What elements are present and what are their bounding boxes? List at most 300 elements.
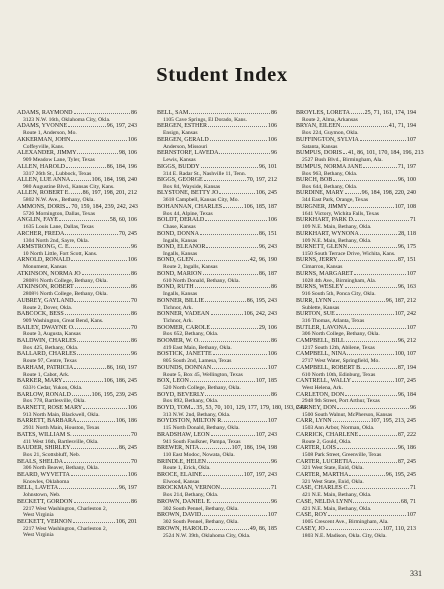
entry-line <box>157 217 277 224</box>
student-name: BOOMER, W. O. <box>157 337 200 344</box>
student-name: CARTER, MARTHA <box>296 471 349 478</box>
student-name: BLYSTONE, BETTY JO <box>157 190 219 197</box>
dot-leader <box>363 365 397 369</box>
student-name: ATKINSON, ROBERT <box>17 284 74 291</box>
student-name: CARTER, LUCRETIA <box>296 458 353 465</box>
page-references: 70 <box>130 324 137 331</box>
student-address: Box 84, Wayside, Kansas <box>163 183 221 190</box>
dot-leader <box>211 311 243 315</box>
entry-line <box>157 204 277 211</box>
entry-line <box>17 418 137 425</box>
index-entry <box>296 123 416 136</box>
dot-leader <box>360 231 397 235</box>
index-entry <box>17 499 137 519</box>
student-address: 5802 N.W. Ave., Bethany, Okla. <box>23 197 95 204</box>
page-references: 107, 108 <box>394 203 416 210</box>
index-entry <box>296 244 416 257</box>
index-entry <box>157 177 277 190</box>
page-references: 87, 194 <box>397 364 416 371</box>
student-address: 421 N.E. Main, Bethany, Okla. <box>302 505 372 512</box>
index-entry <box>17 217 137 230</box>
student-address: 610 North Donald, Bethany, Okla. <box>163 277 240 284</box>
index-entry <box>296 512 416 525</box>
entry-line <box>17 190 137 197</box>
index-entry <box>17 177 137 190</box>
index-entry <box>17 110 137 123</box>
student-name: BALDWIN, CHARLES <box>17 337 77 344</box>
entry-line <box>157 137 277 144</box>
dot-leader <box>337 445 397 449</box>
student-name: ADAMS, YVONNE <box>17 123 68 130</box>
student-name: BOND, MARION <box>157 270 202 277</box>
page-references: 107 <box>406 270 416 277</box>
index-entry <box>17 519 137 539</box>
entry-line <box>296 311 416 318</box>
student-address: Sublette, Kansas <box>302 304 340 311</box>
page-references: 86 <box>270 391 277 398</box>
dot-leader <box>212 365 267 369</box>
student-name: BOYD, TOM <box>157 404 191 411</box>
entry-line <box>296 472 416 479</box>
student-name: BIGGS, BUDDY <box>157 163 200 170</box>
student-address: 10 North Little, Fort Scott, Kans. <box>23 250 98 257</box>
dot-leader <box>345 190 361 194</box>
index-entry <box>17 204 137 217</box>
dot-leader <box>350 485 409 489</box>
index-column-2 <box>157 110 306 539</box>
student-address: 110 East Modoc, Nowata, Okla. <box>163 452 235 459</box>
student-name: BURKHART, WYNONA <box>296 230 359 237</box>
entry-line <box>157 459 277 466</box>
entry-line <box>157 365 277 372</box>
entry-line <box>296 244 416 251</box>
student-address: West Helena, Ark. <box>302 385 343 392</box>
entry-line <box>17 351 137 358</box>
student-name: ARCHER, FREDA <box>17 230 65 237</box>
index-entry <box>17 472 137 485</box>
entry-line <box>17 485 137 492</box>
student-address: 3618 Campbell, Kansas City, Mo. <box>163 197 239 204</box>
student-address: 314 E. Radar St., Nashville 11, Tenn. <box>163 170 247 177</box>
index-entry <box>157 137 277 150</box>
dot-leader <box>211 432 255 436</box>
page-references: 86 <box>130 337 137 344</box>
page-references: 71 <box>409 217 416 224</box>
page-references: 86, 151 <box>258 230 277 237</box>
entry-line <box>17 244 137 251</box>
dot-leader <box>213 499 270 503</box>
index-entry <box>157 351 277 364</box>
dot-leader <box>191 405 195 409</box>
student-address: Tichnor, Ark. <box>163 318 193 324</box>
page-references: 106 <box>127 136 137 143</box>
student-name: BOND, RUTH <box>157 284 194 291</box>
student-address: Route 5, Box 45, Wellington, Texas <box>163 371 243 378</box>
student-address: 2948 9th Street, Port Arthur, Texas <box>302 398 380 405</box>
dot-leader <box>337 405 409 409</box>
index-entry <box>17 378 137 391</box>
index-entry <box>296 365 416 378</box>
dot-leader <box>71 137 127 141</box>
student-name: BAUDER, SHIRLEY <box>17 445 71 452</box>
dot-leader <box>213 351 267 355</box>
page-references: 106 <box>267 217 277 224</box>
index-entry <box>17 137 137 150</box>
student-name: BELL, LAVETA <box>17 485 59 492</box>
page-references: 86, 184, 196 <box>106 163 137 170</box>
entry-line <box>157 164 277 171</box>
page-references: 71 <box>270 485 277 492</box>
student-address: 411 West 16th, Bartlesville, Okla. <box>23 438 99 445</box>
dot-leader <box>203 472 243 476</box>
student-address: Route 2, Gould, Okla. <box>302 438 352 445</box>
page-references: 107, 197, 243 <box>243 471 277 478</box>
dot-leader <box>71 472 127 476</box>
student-name: ALLEN, ROBERT E. <box>17 190 70 197</box>
index-entry <box>296 177 416 190</box>
index-entry <box>157 257 277 270</box>
entry-line <box>296 271 416 278</box>
page-references: 86, 197, 198, 201, 212 <box>82 190 137 197</box>
student-name: BARLOW, RONALD <box>17 391 71 398</box>
dot-leader <box>207 459 270 463</box>
student-name: BOOMER, CAROLE <box>157 324 211 331</box>
page-references: 106, 242, 243 <box>243 311 277 318</box>
dot-leader <box>333 418 370 422</box>
student-name: BUFFINGTON, SYLVIA <box>296 136 359 143</box>
entry-line <box>296 365 416 372</box>
entry-line <box>296 217 416 224</box>
dot-leader <box>201 164 258 168</box>
student-address: Route 2, Dover, Okla. <box>23 304 73 311</box>
dot-leader <box>208 123 267 127</box>
student-name: CANTRELL, WALLY <box>296 378 352 385</box>
page-references: 106 <box>267 123 277 130</box>
student-address: Route 1, Erick, Okla. <box>163 465 211 472</box>
page-references: 96 <box>270 458 277 465</box>
index-entry <box>296 325 416 338</box>
dot-leader <box>73 519 115 523</box>
student-name: BERNSTORF, LAVEDA <box>157 150 219 157</box>
student-address: 1803 N.E. Madison, Okla. City, Okla. <box>302 532 387 539</box>
index-entry <box>17 351 137 364</box>
entry-line <box>17 110 137 117</box>
dot-leader <box>206 244 257 248</box>
index-entry <box>157 271 277 284</box>
student-address: Route 1, Anderson, Mo. <box>23 130 77 137</box>
index-entry <box>17 432 137 445</box>
index-entry <box>296 459 416 472</box>
index-entry <box>157 217 277 230</box>
index-entry <box>157 298 277 311</box>
student-address: 1503 Ann Arbor, Norman, Okla. <box>302 425 375 432</box>
dot-leader <box>74 110 130 114</box>
student-address: 1500 South Walnut, McPherson, Kansas <box>302 411 393 418</box>
student-address: Lewis, Kansas <box>163 157 196 164</box>
index-entry <box>296 392 416 405</box>
index-entry <box>157 404 306 418</box>
dot-leader <box>74 298 130 302</box>
student-name: BROCKMAN, VERNON <box>157 485 221 492</box>
entry-line <box>17 204 137 211</box>
index-entry <box>17 392 137 405</box>
dot-leader <box>83 405 127 409</box>
student-address: 941 South Faulkner, Pampa, Texas <box>163 438 241 445</box>
dot-leader <box>68 123 106 127</box>
entry-line <box>157 418 277 425</box>
entry-line <box>296 204 416 211</box>
dot-leader <box>347 351 393 355</box>
dot-leader <box>204 177 246 181</box>
entry-line <box>17 392 137 399</box>
index-entry <box>17 271 137 284</box>
student-address: Box 652, Bethany, Okla. <box>163 331 219 338</box>
student-name: BURGNER, JIMMY <box>296 203 348 210</box>
student-name: BURCH, BOB <box>296 177 333 184</box>
dot-leader <box>341 123 387 127</box>
student-address: Box 892, Bethany, Okla. <box>163 398 219 405</box>
entry-line <box>296 526 416 533</box>
entry-line <box>296 499 416 506</box>
entry-line <box>296 298 416 305</box>
entry-line <box>157 190 277 197</box>
page-references: 70, 197, 212 <box>246 177 277 184</box>
student-address: Box 44, Alpine, Texas <box>163 210 213 217</box>
student-address: Route 97, Centre, Texas <box>23 358 77 365</box>
student-address: 909 Meadow Lane, Tyler, Texas <box>23 157 95 164</box>
entry-line <box>17 459 137 466</box>
dot-leader <box>63 378 102 382</box>
entry-line <box>17 338 137 345</box>
page-references: 106, 184, 198, 240 <box>91 177 137 184</box>
student-name: BROCE, ELAINE <box>157 471 203 478</box>
student-address: 610 North 10th, Edinburg, Texas <box>302 371 376 378</box>
student-address: 633½ Cedar, Yukon, Okla. <box>23 385 83 392</box>
entry-line <box>17 217 137 224</box>
student-name: CAMPBELL, BILL <box>296 337 345 344</box>
dot-leader <box>74 499 130 503</box>
page-references: 107 <box>267 512 277 519</box>
dot-leader <box>77 150 117 154</box>
page-references: 96, 184, 198, 220, 240 <box>361 190 416 197</box>
page-references: 96, 212 <box>397 337 416 344</box>
entry-line <box>17 365 137 372</box>
student-name: ARNOLD, RONALD <box>17 257 71 264</box>
dot-leader <box>352 378 394 382</box>
dot-leader <box>195 284 270 288</box>
entry-line <box>296 110 416 117</box>
dot-leader <box>202 512 267 516</box>
dot-leader <box>190 378 255 382</box>
index-entry <box>296 257 416 270</box>
student-address: 1005 Crescent Ave., Birmingham, Ala. <box>302 519 389 526</box>
student-address: 1105 Cave Springs, El Dorado, Kans. <box>163 116 247 123</box>
entry-line <box>17 378 137 385</box>
page-references: 87, 151 <box>397 257 416 264</box>
student-address: 1304 North 2nd, Sayre, Okla. <box>23 237 90 244</box>
dot-leader <box>203 271 258 275</box>
dot-leader <box>359 432 397 436</box>
student-name: BUMPUS, NORMA JANE <box>296 163 363 170</box>
entry-line <box>157 512 277 519</box>
student-name: BARNETT, ROSE MARY <box>17 404 83 411</box>
page-references: 98, 106 <box>118 150 137 157</box>
index-entry <box>157 244 277 257</box>
dot-leader <box>348 204 393 208</box>
dot-leader <box>66 164 106 168</box>
index-entry <box>157 325 277 338</box>
entry-line <box>296 150 424 157</box>
student-address: 306 North Beaver, Bethany, Okla. <box>23 465 99 472</box>
student-name: AUBREY, GAYLAND <box>17 297 74 304</box>
page-references: 107, 243 <box>255 431 277 438</box>
page-references: 106 <box>267 136 277 143</box>
student-name: BURR, LYNN <box>296 297 332 304</box>
entry-line <box>296 405 416 412</box>
page-references: 70, 159, 184, 239, 242, 243 <box>71 203 138 210</box>
student-name: BABCOCK, BESS <box>17 311 64 318</box>
student-name: BREWER, NITA <box>157 445 200 452</box>
dot-leader <box>333 298 385 302</box>
entry-line <box>157 284 277 291</box>
dot-leader <box>333 177 397 181</box>
entry-line <box>17 499 137 506</box>
dot-leader <box>209 526 249 530</box>
student-address: Ingalls, Kansas <box>163 291 198 298</box>
index-entry <box>296 298 416 311</box>
index-entry <box>17 325 137 338</box>
page-references: 68, 71 <box>400 498 416 505</box>
entry-line <box>157 432 277 439</box>
student-address: 2217 West Washington, Charleston 2, <box>23 505 108 512</box>
entry-line <box>296 231 416 238</box>
student-address: Cimarron, Kansas <box>302 264 343 271</box>
entry-line <box>296 123 416 130</box>
index-entry <box>157 123 277 136</box>
page-references: 106, 245 <box>255 190 277 197</box>
dot-leader <box>326 526 382 530</box>
student-name: ARMSTRONG, C. E. <box>17 244 71 251</box>
entry-line <box>17 298 137 305</box>
student-name: BOLDT, DERALD <box>157 217 205 224</box>
index-entry <box>157 204 277 217</box>
dot-leader <box>200 231 258 235</box>
student-name: BUTLER, LAVONA <box>296 324 348 331</box>
index-entry <box>296 271 416 284</box>
student-name: BRYAN, EILEEN <box>296 123 341 130</box>
index-entry <box>157 526 277 539</box>
student-address: 5726 Mornington, Dallas, Texas <box>23 210 96 217</box>
page-references: 86, 245 <box>118 445 137 452</box>
dot-leader <box>343 150 347 154</box>
page-references: 106, 186, 245 <box>103 378 137 385</box>
dot-leader <box>360 137 406 141</box>
dot-leader <box>221 485 270 489</box>
index-entry <box>157 432 277 445</box>
student-name: BERGEN, ESTHER <box>157 123 208 130</box>
page-references: 107, 185 <box>255 378 277 385</box>
entry-line <box>296 418 416 425</box>
page-references: 41, 86, 101, 170, 184, 196, 213 <box>348 150 424 157</box>
student-address: 2808½ North College, Bethany, Okla. <box>23 277 108 284</box>
dot-leader <box>205 392 270 396</box>
page-references: 29, 106 <box>258 324 277 331</box>
entry-line <box>157 123 277 130</box>
student-address: Route 1, Cabot, Ark. <box>23 371 70 378</box>
page-references: 86, 195, 243 <box>246 297 277 304</box>
entry-line <box>17 519 137 526</box>
entry-line <box>296 284 416 291</box>
student-name: BARKER, MARY <box>17 378 63 385</box>
page-references: 96, 243 <box>258 244 277 251</box>
dot-leader <box>355 217 409 221</box>
entry-line <box>296 190 416 197</box>
entry-line <box>157 338 277 345</box>
entry-line <box>17 231 137 238</box>
page-references: 107 <box>267 364 277 371</box>
dot-leader <box>194 257 249 261</box>
page-references: 96, 184 <box>397 391 416 398</box>
index-entry <box>157 512 277 525</box>
index-entry <box>296 150 424 164</box>
student-name: BURDINE, MARY <box>296 190 344 197</box>
student-name: BROWN, HAROLD <box>157 525 208 532</box>
student-name: BEARD, WYVETTA <box>17 471 70 478</box>
student-name: CARTER, LOIS <box>296 445 336 452</box>
dot-leader <box>348 325 406 329</box>
index-entry <box>296 190 416 203</box>
page-references: 86 <box>130 311 137 318</box>
index-entry <box>157 164 277 177</box>
student-name: BOND, DONNA <box>157 230 199 237</box>
student-address: Route 2, Alma, Arkansas <box>302 116 358 123</box>
student-address: 805 South 2nd, Lamesa, Texas <box>163 358 232 365</box>
page-references: 70 <box>130 431 137 438</box>
page-references: 71, 197 <box>397 163 416 170</box>
index-entry <box>296 526 416 539</box>
student-name: BALLARD, CHARLES <box>17 351 77 358</box>
student-address: 306 North College, Bethany, Okla. <box>302 331 380 338</box>
student-name: BIGGS, GEORGE <box>157 177 203 184</box>
dot-leader <box>71 445 117 449</box>
student-address: 419 East Main, Bethany, Okla. <box>163 344 232 351</box>
student-name: BARRETT, BARBARA <box>17 418 77 425</box>
index-entry <box>157 418 277 431</box>
page-references: 107 <box>406 512 416 519</box>
dot-leader <box>328 512 406 516</box>
student-name: ALLEN, LUE ANNA <box>17 177 71 184</box>
dot-leader <box>353 459 396 463</box>
dot-leader <box>71 244 130 248</box>
dot-leader <box>223 204 243 208</box>
entry-line <box>157 244 277 251</box>
page-references: 96, 163 <box>397 284 416 291</box>
student-name: CASE, CHARLES C. <box>296 485 350 492</box>
page-references: 58, 60, 106 <box>109 217 137 224</box>
page-references: 96 <box>130 244 137 251</box>
entry-line <box>157 257 277 264</box>
entry-line <box>17 472 137 479</box>
page-references: 107, 110, 213 <box>382 525 416 532</box>
index-column-3 <box>296 110 424 539</box>
student-name: BOX, LEON <box>157 378 189 385</box>
index-entry <box>296 351 416 364</box>
page-references: 71 <box>409 485 416 492</box>
student-name: BECKETT, GORDON <box>17 498 73 505</box>
student-address: 3317 26th St., Lubbock, Texas <box>23 170 92 177</box>
page-references: 96 <box>270 150 277 157</box>
student-name: BOND, GLEN <box>157 257 194 264</box>
